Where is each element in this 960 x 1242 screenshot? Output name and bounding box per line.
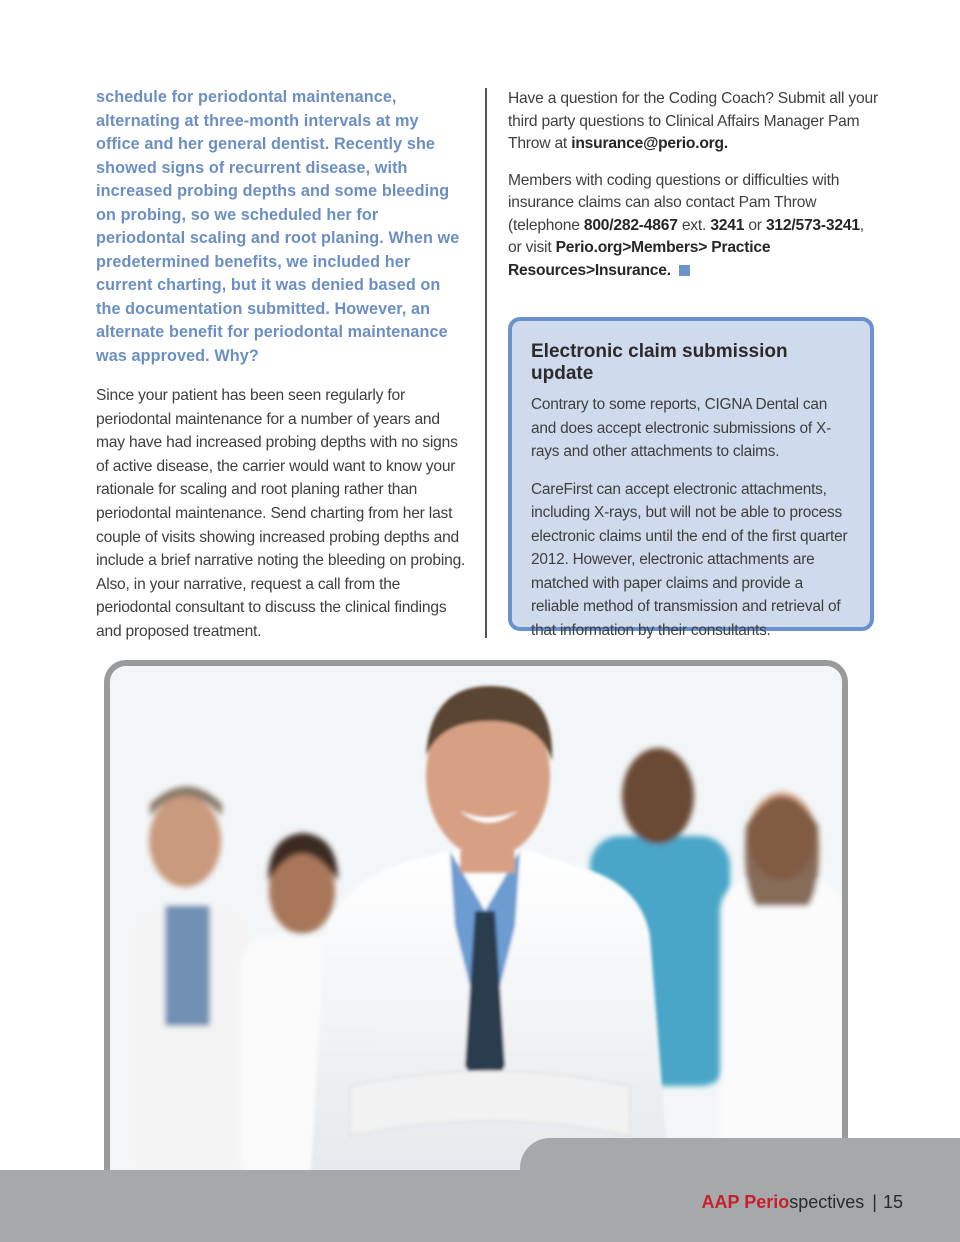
phone-extension: 3241 [710, 216, 745, 234]
website-link[interactable]: Perio.org>Members> Practice Resources>Insurance. [508, 239, 771, 279]
left-column [96, 86, 466, 644]
sidebar-title: Electronic claim submission update [531, 341, 788, 384]
question-text: schedule for periodontal maintenance, alternating at three-month intervals at my office and her general dentist. Recently she showed signs of recurrent disease, with increased probing depths and some bleeding on probing, so we scheduled her for periodontal scaling and root planing. When we predetermined benefits, we included her current charting, but it was denied based on the documentation submitted. However, an alternate benefit for periodontal maintenance was approved. Why? [96, 88, 460, 365]
dental-team-photo [104, 660, 848, 1180]
page-number: 15 [882, 1192, 903, 1212]
publication-footer-brand [702, 1192, 903, 1213]
sidebar-paragraph-cigna: Contrary to some reports, CIGNA Dental can and does accept electronic submissions of X-rays and other attachments to claims. [531, 396, 832, 460]
electronic-claim-sidebar [508, 317, 874, 639]
phone-number-alt: 312/573-3241 [765, 216, 860, 234]
footer-separator: | [872, 1192, 877, 1212]
column-divider [485, 88, 487, 638]
coding-coach-paragraph: Have a question for the Coding Coach? Submit all your third party questions to Clinical Affairs Manager Pam Throw at insurance@perio.org. [508, 90, 878, 152]
contact-email-link[interactable]: insurance@perio.org. [571, 135, 728, 152]
end-of-article-square-icon [679, 265, 690, 276]
members-contact-paragraph: Members with coding questions or difficulties with insurance claims can also contact Pam Throw (telephone 800/282-4867 ext. 3241 or 312/573-3241, or visit Perio.org>Members> Practice Resources>Insurance. [508, 171, 864, 279]
brand-aap: AAP [701, 1192, 745, 1212]
dental-team-illustration [110, 666, 842, 1180]
right-column [508, 88, 878, 296]
sidebar-paragraph-carefirst: CareFirst can accept electronic attachments, including X-rays, but will not be able to process electronic claims until the end of the first quarter 2012. However, electronic attachments are matched with paper claims and provide a reliable method of transmission and retrieval of that information by their consultants. [531, 480, 848, 639]
phone-number: 800/282-4867 [583, 216, 678, 234]
brand-spectives: spectives [789, 1192, 865, 1212]
answer-text: Since your patient has been seen regularly for periodontal maintenance for a number of years and may have had increased probing depths with no signs of active disease, the carrier would want to know your rationale for scaling and root planing rather than periodontal maintenance. Send charting from her last couple of visits showing increased probing depths and include a brief narrative noting the bleeding on probing. Also, in your narrative, request a call from the periodontal consultant to discuss the clinical findings and proposed treatment. [96, 387, 466, 640]
brand-perio: Perio [744, 1192, 790, 1212]
